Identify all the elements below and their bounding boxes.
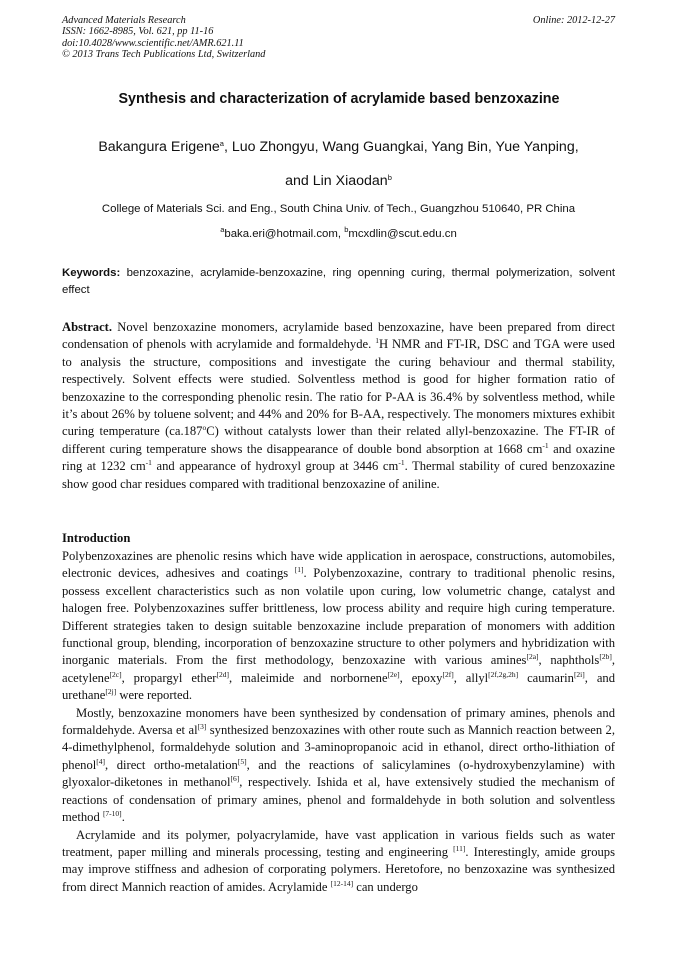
doi: doi:10.4028/www.scientific.net/AMR.621.11 (62, 37, 244, 49)
citation[interactable]: [1] (294, 565, 304, 575)
citation[interactable]: [2a] (526, 652, 539, 662)
paragraph-text: , and the reactions of salicylamines (o-hydroxybenzylamine) with glyoxalor-diketones in methanol (62, 757, 615, 790)
journal-name: Advanced Materials Research (62, 15, 186, 26)
paragraph-text: , allyl (453, 670, 489, 685)
citation[interactable]: [12-14] (330, 878, 354, 888)
paragraph-text: . Interestingly, amide groups may improve stiffness and adhesion of corporating polymers. Heretofore, no benzoxazine was synthesized from direct Mannich reaction of amides. Acrylamide (62, 844, 615, 894)
journal-header (62, 15, 265, 61)
paragraph-text: Polybenzoxazines are phenolic resins which have wide application in aerospace, constructions, automobiles, electronic devices, adhesives and coatings (62, 549, 615, 581)
paragraph-text: , acetylene (62, 653, 615, 685)
citation[interactable]: [2f] (442, 669, 454, 679)
copyright: © 2013 Trans Tech Publications Ltd, Switzerland (62, 49, 266, 61)
paragraph (62, 827, 615, 897)
email-link[interactable]: baka.eri@hotmail.com, (224, 228, 345, 240)
citation[interactable]: [2b] (599, 652, 612, 662)
email-link[interactable]: mcxdlin@scut.edu.cn (348, 228, 457, 240)
paragraph-text: synthesized benzoxazines with other route such as Mannich reaction between 2, 4-dimethylphenol, formaldehyde solution and 3-aminopropanoic acid in ethanol, direct ortho-lithiation of phenol (62, 723, 615, 772)
paragraph-text: , epoxy (399, 670, 443, 685)
author-affil-mark: b (387, 173, 392, 182)
keywords-label: Keywords: (62, 267, 121, 279)
affiliation: College of Materials Sci. and Eng., South China Univ. of Tech., Guangzhou 510640, PR China (101, 203, 576, 215)
paragraph (62, 548, 615, 705)
paragraph-text: , direct ortho-metalation (105, 757, 238, 772)
author-name: and Lin Xiaodan (285, 173, 388, 189)
paragraph (62, 705, 615, 827)
citation[interactable]: [2j] (105, 687, 117, 697)
author-name: Bakangura Erigene (98, 139, 220, 155)
citation[interactable]: [3] (197, 722, 207, 732)
abstract (62, 319, 615, 493)
paragraph-text: caumarin (518, 670, 574, 685)
paragraph-text: , propargyl ether (121, 670, 217, 685)
author-names: , Luo Zhongyu, Wang Guangkai, Yang Bin, Yue Yanping, (223, 139, 579, 155)
citation[interactable]: [2c] (109, 669, 122, 679)
abstract-text: H NMR and FT-IR, DSC and TGA were used to analysis the structure, compositions and investigate the curing behaviour and thermal stability, respectively. Solvent effects were studied. Solventless method is good for higher formation ratio of benzoxazine to the corresponding phenolic resin. The ratio for P-AA is 36.4% by solventless method, while it’s about 26% by toluene solvent; and 44% and 20% for B-AA, respectively. The monomers mixtures exhibit curing temperature (ca.187 (62, 337, 615, 439)
issn: ISSN: 1662-8985, Vol. 621, pp 11-16 (62, 26, 214, 38)
citation[interactable]: [2i] (573, 669, 585, 679)
author-list (62, 130, 615, 198)
abstract-text: . Thermal stability of cured benzoxazine show good char residues compared with traditional benzoxazine of aniline. (62, 459, 615, 491)
keywords-text: benzoxazine, acrylamide-benzoxazine, ring openning curing, thermal polymerization, solvent effect (62, 267, 615, 296)
paragraph-text: . (121, 810, 125, 825)
paragraph-text: Acrylamide and its polymer, polyacrylamide, have vast application in various fields such as water treatment, paper milling and minerals processing, testing and engineering (62, 827, 615, 859)
author-affil-mark: a (219, 139, 224, 148)
paragraph-text: , and urethane (62, 670, 616, 703)
paper-title: Synthesis and characterization of acrylamide based benzoxazine (118, 91, 560, 107)
paragraph-text: , maleimide and norbornene (229, 670, 388, 685)
author-emails (62, 225, 615, 240)
superscript: o (202, 423, 207, 433)
paragraph-text: , naphthols (538, 653, 600, 668)
abstract-text: Novel benzoxazine monomers, acrylamide based benzoxazine, have been prepared from direct condensation of phenols with acrylamide and formaldehyde. (62, 320, 615, 352)
citation[interactable]: [2d] (216, 669, 229, 679)
intro-body (62, 548, 615, 896)
citation[interactable]: [5] (237, 756, 247, 766)
paragraph-text: Mostly, benzoxazine monomers have been synthesized by condensation of primary amines, phenols and formaldehyde. Aversa et al (62, 705, 615, 738)
online-date: Online: 2012-12-27 (532, 15, 615, 26)
superscript: -1 (145, 458, 152, 468)
citation[interactable]: [7-10] (102, 809, 122, 819)
abstract-text: and oxazine ring at 1232 cm (62, 441, 615, 474)
superscript: 1 (375, 336, 379, 346)
paragraph-text: . Polybenzoxazine, contrary to traditional phenolic resins, possess excellent characteristics such as non volatile upon curing, low volumetric change, catalyst and halogen free. Polybenzoxazines suffer brittleness, low process ability and require high curing temperature. Different strategies taken to design suitable benzoxazine include preparation of monomers with addition functional group, blending, incorporation of benzoxazine structure to other polymers and hybridization with inorganic materials. From the first methodology, benzoxazine with various amines (62, 566, 615, 668)
abstract-text: C) without catalysts lower than their related allyl-benzoxazine. The FT-IR of different curing temperature shows the disappearance of double bond absorption at 1668 cm (62, 424, 615, 456)
paragraph-text: can undergo (353, 879, 418, 894)
citation[interactable]: [4] (96, 756, 106, 766)
keywords (62, 265, 615, 298)
citation[interactable]: [6] (230, 774, 240, 784)
email-mark: b (344, 225, 349, 234)
abstract-label: Abstract. (62, 320, 113, 334)
superscript: -1 (542, 440, 549, 450)
citation[interactable]: [2f,2g,2h] (488, 669, 519, 679)
email-mark: a (220, 225, 225, 234)
citation[interactable]: [11] (453, 843, 466, 853)
superscript: -1 (398, 458, 405, 468)
abstract-text: and appearance of hydroxyl group at 3446 cm (151, 459, 399, 474)
citation[interactable]: [2e] (387, 669, 400, 679)
section-heading: Introduction (62, 531, 131, 545)
paragraph-text: , respectively. Ishida et al, have extensively studied the mechanism of reactions of condensation of primary amines, phenol and formaldehyde in both solution and solventless method (62, 775, 615, 825)
paragraph-text: were reported. (116, 688, 193, 703)
